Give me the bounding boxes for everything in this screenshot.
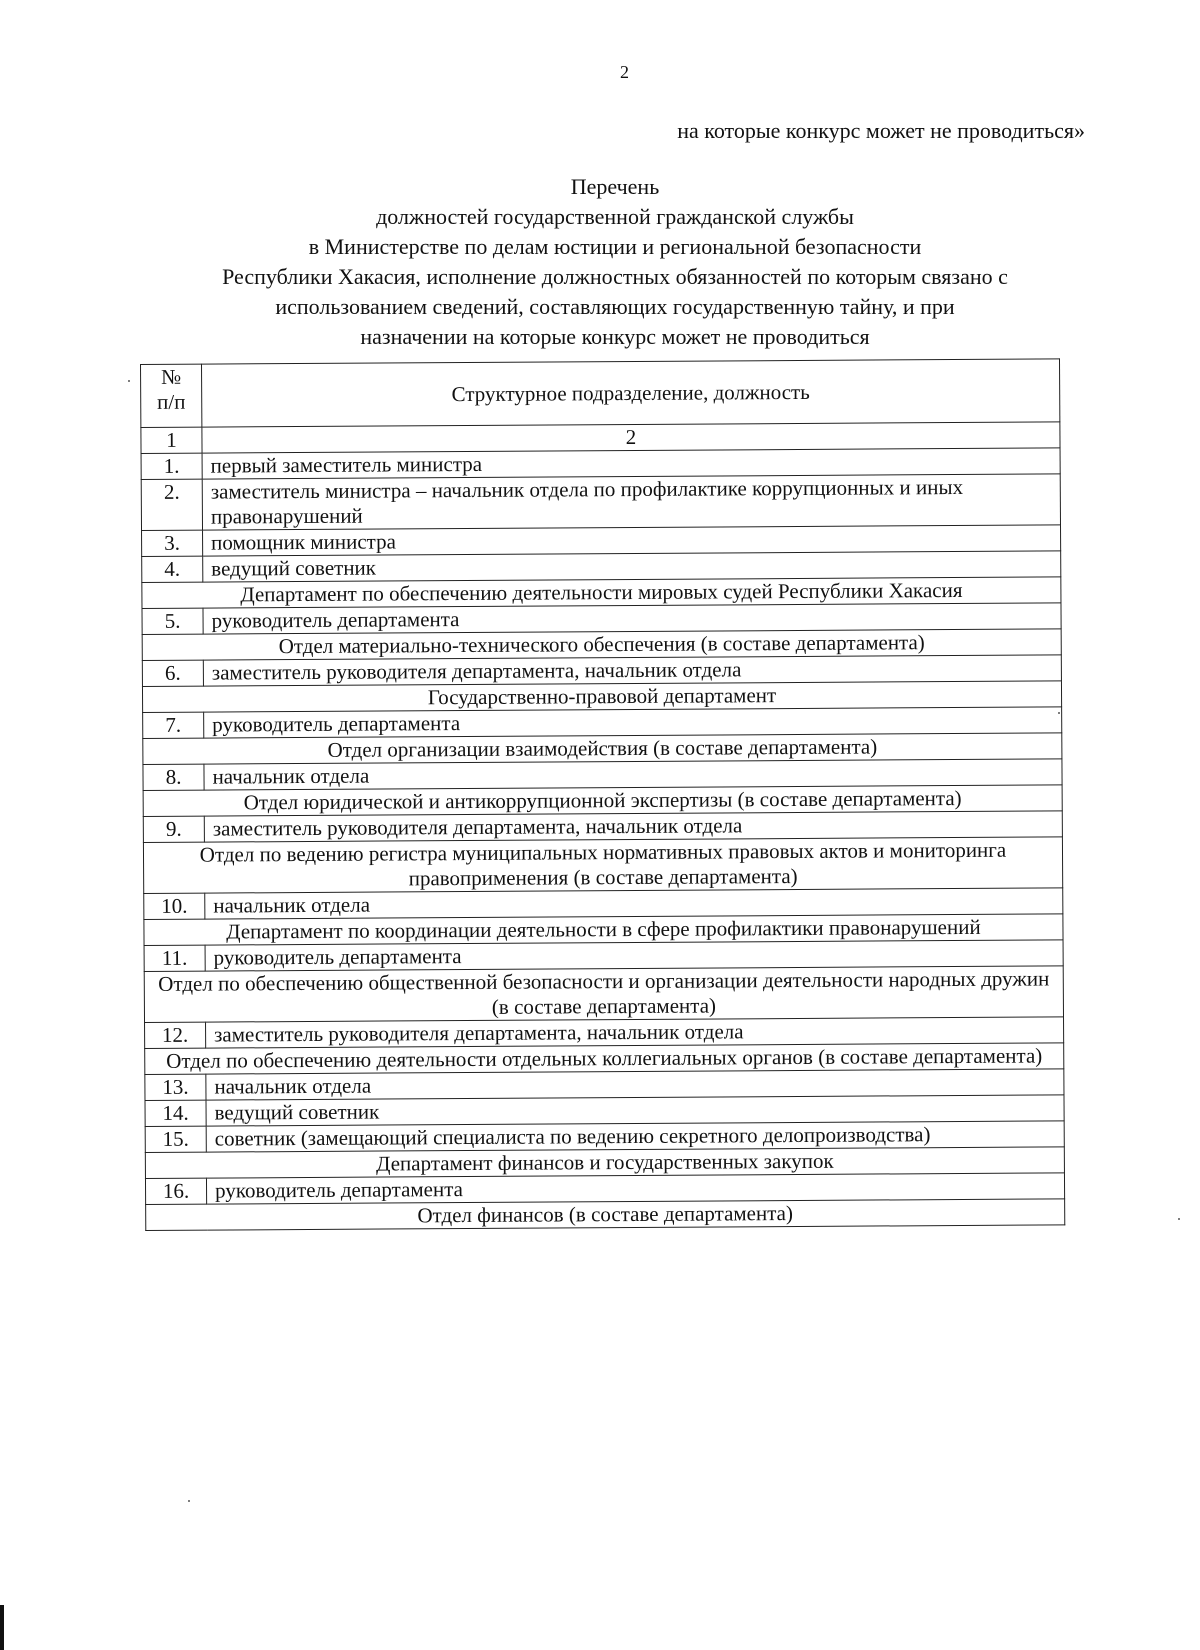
position-title: советник (замещающий специалиста по ведению секретного делопроизводства) xyxy=(206,1121,1064,1152)
page-number: 2 xyxy=(620,62,629,82)
table-header-row xyxy=(141,359,1060,428)
row-number: 2. xyxy=(141,479,202,530)
position-title: руководитель департамента xyxy=(204,707,1062,738)
title-line: Перечень xyxy=(570,174,660,199)
title-line: Республики Хакасия, исполнение должностных обязанностей по которым связано с xyxy=(222,264,1008,289)
position-title: заместитель руководителя департамента, начальник отдела xyxy=(206,1017,1064,1048)
section-row xyxy=(143,837,1062,894)
header-number-abbrev: п/п xyxy=(157,389,186,414)
position-title: заместитель министра – начальник отдела по профилактике коррупционных и иных правонарушений xyxy=(202,474,1060,530)
section-row xyxy=(144,966,1063,1023)
position-title: первый заместитель министра xyxy=(202,448,1060,479)
continuation-line: на которые конкурс может не проводиться» xyxy=(677,118,1085,143)
section-row xyxy=(146,1199,1065,1231)
position-title: ведущий советник xyxy=(206,1095,1064,1126)
position-title: помощник министра xyxy=(203,525,1061,556)
position-title: начальник отдела xyxy=(205,888,1063,919)
position-title: заместитель руководителя департамента, начальник отдела xyxy=(203,655,1061,686)
section-title: Отдел материально-технического обеспечения (в составе департамента) xyxy=(142,629,1061,661)
section-title: Департамент по координации деятельности в сфере профилактики правонарушений xyxy=(144,914,1063,946)
row-number: 13. xyxy=(145,1074,206,1100)
row-number: 12. xyxy=(145,1022,206,1048)
title-line: назначении на которые конкурс может не проводиться xyxy=(360,324,870,349)
section-title: Отдел по обеспечению общественной безопасности и организации деятельности народных дружин (в составе департамента) xyxy=(144,966,1063,1023)
title-line: должностей государственной гражданской службы xyxy=(376,204,854,229)
row-number: 11. xyxy=(144,945,205,971)
header-number-symbol: № xyxy=(160,364,182,389)
row-number: 7. xyxy=(143,712,204,738)
row-number: 6. xyxy=(142,660,203,686)
section-title: Отдел организации взаимодействия (в составе департамента) xyxy=(143,733,1062,765)
column-number-1: 1 xyxy=(141,427,202,453)
scan-speck xyxy=(1058,712,1060,714)
row-number: 1. xyxy=(141,453,202,479)
position-title: руководитель департамента xyxy=(206,1173,1064,1204)
position-title: начальник отдела xyxy=(204,759,1062,790)
position-title: руководитель департамента xyxy=(203,603,1061,634)
scan-speck xyxy=(1178,1218,1180,1220)
row-number: 15. xyxy=(145,1126,206,1152)
section-title: Департамент финансов и государственных закупок xyxy=(145,1147,1064,1179)
section-title: Департамент по обеспечению деятельности мировых судей Республики Хакасия xyxy=(142,577,1061,609)
title-line: использованием сведений, составляющих государственную тайну, и при xyxy=(275,294,955,319)
row-number: 4. xyxy=(142,556,203,582)
row-number: 10. xyxy=(144,893,205,919)
position-title: начальник отдела xyxy=(206,1069,1064,1100)
position-row xyxy=(141,474,1060,531)
scan-speck xyxy=(188,1500,190,1502)
section-title: Отдел по ведению регистра муниципальных нормативных правовых актов и мониторинга правоприменения (в составе департамента) xyxy=(143,837,1062,894)
row-number: 5. xyxy=(142,608,203,634)
section-title: Отдел по обеспечению деятельности отдельных коллегиальных органов (в составе департамента) xyxy=(145,1043,1064,1075)
row-number: 9. xyxy=(143,816,204,842)
positions-table xyxy=(140,358,1065,1231)
row-number: 14. xyxy=(145,1100,206,1126)
header-number-cell xyxy=(141,364,202,427)
position-title: заместитель руководителя департамента, начальник отдела xyxy=(204,811,1062,842)
section-title: Отдел финансов (в составе департамента) xyxy=(146,1199,1065,1231)
row-number: 8. xyxy=(143,764,204,790)
position-title: ведущий советник xyxy=(203,551,1061,582)
section-title: Отдел юридической и антикоррупционной экспертизы (в составе департамента) xyxy=(143,785,1062,817)
document-title xyxy=(150,172,1080,352)
column-number-2: 2 xyxy=(202,422,1060,453)
scan-speck xyxy=(128,380,130,382)
row-number: 16. xyxy=(145,1178,206,1204)
position-title: руководитель департамента xyxy=(205,940,1063,971)
section-title: Государственно-правовой департамент xyxy=(142,681,1061,713)
row-number: 3. xyxy=(142,530,203,556)
header-position-cell: Структурное подразделение, должность xyxy=(202,359,1060,427)
title-line: в Министерстве по делам юстиции и региональной безопасности xyxy=(308,234,922,259)
scan-edge-mark xyxy=(0,1605,4,1650)
